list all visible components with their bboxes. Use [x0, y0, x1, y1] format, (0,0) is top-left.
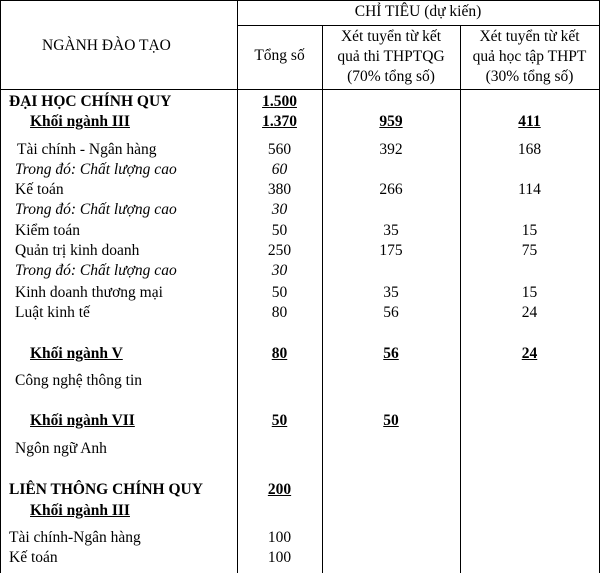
cell-hocba: 75	[521, 242, 538, 259]
header-program: NGÀNH ĐÀO TẠO	[42, 37, 171, 54]
header-quota: CHỈ TIÊU (dự kiến)	[354, 3, 482, 20]
cell-thptqg: 392	[379, 141, 403, 158]
cell-total: 60	[271, 161, 288, 178]
cell-hocba: 168	[517, 141, 542, 158]
cell-total: 30	[271, 262, 288, 279]
row-name: Khối ngành III	[30, 502, 130, 519]
row-name: Công nghệ thông tin	[15, 372, 143, 389]
row-name: Kế toán	[15, 181, 64, 198]
cell-total: 30	[271, 201, 288, 218]
header-hocba-2: quả học tập THPT	[472, 48, 587, 65]
cell-total: 50	[271, 222, 288, 239]
cell-total: 380	[267, 181, 292, 198]
rule-header-bottom	[0, 89, 600, 90]
cell-total: 250	[267, 242, 292, 259]
cell-thptqg: 959	[379, 113, 403, 130]
row-name: Ngôn ngữ Anh	[15, 440, 107, 457]
rule-top	[0, 0, 600, 1]
row-name: ĐẠI HỌC CHÍNH QUY	[9, 93, 172, 110]
cell-thptqg: 35	[383, 222, 399, 239]
cell-total: 50	[271, 284, 288, 301]
row-name: Quản trị kinh doanh	[15, 242, 140, 259]
cell-total: 80	[271, 345, 288, 362]
row-name: Kiểm toán	[15, 222, 80, 239]
rule-quota-header	[237, 25, 600, 26]
cell-total: 50	[271, 412, 288, 429]
row-name: Kinh doanh thương mại	[15, 284, 163, 301]
row-name: Luật kinh tế	[15, 304, 90, 321]
cell-total: 560	[267, 141, 292, 158]
row-name: Tài chính-Ngân hàng	[9, 529, 141, 546]
cell-total: 200	[267, 481, 292, 498]
cell-thptqg: 56	[383, 345, 399, 362]
row-name: Kế toán	[9, 549, 58, 566]
cell-thptqg: 266	[379, 181, 403, 198]
cell-hocba: 24	[521, 304, 538, 321]
cell-thptqg: 56	[383, 304, 399, 321]
cell-hocba: 15	[521, 284, 538, 301]
cell-hocba: 114	[518, 181, 541, 198]
cell-thptqg: 35	[383, 284, 399, 301]
header-thptqg-3: (70% tổng số)	[347, 68, 435, 85]
row-name: Trong đó: Chất lượng cao	[15, 201, 177, 218]
header-hocba-3: (30% tổng số)	[485, 68, 574, 85]
row-name: Tài chính - Ngân hàng	[17, 141, 157, 158]
row-name: Khối ngành III	[30, 113, 130, 130]
rule-left	[0, 0, 1, 573]
header-total: Tổng số	[254, 47, 305, 64]
cell-total: 100	[267, 549, 292, 566]
cell-hocba: 411	[518, 113, 541, 130]
cell-total: 1.500	[262, 93, 297, 110]
cell-total: 80	[271, 304, 288, 321]
header-thptqg-2: quả thi THPTQG	[337, 48, 445, 65]
row-name: LIÊN THÔNG CHÍNH QUY	[9, 481, 203, 498]
row-name: Trong đó: Chất lượng cao	[15, 161, 177, 178]
cell-hocba: 15	[521, 222, 538, 239]
header-thptqg-1: Xét tuyển từ kết	[340, 28, 442, 45]
cell-total: 1.370	[262, 113, 297, 130]
row-name: Khối ngành VII	[30, 412, 135, 429]
row-name: Trong đó: Chất lượng cao	[15, 262, 177, 279]
cell-hocba: 24	[521, 345, 538, 362]
header-hocba-1: Xét tuyển từ kết	[479, 28, 580, 45]
cell-thptqg: 175	[379, 242, 403, 259]
cell-thptqg: 50	[383, 412, 399, 429]
row-name: Khối ngành V	[30, 345, 123, 362]
cell-total: 100	[267, 529, 292, 546]
